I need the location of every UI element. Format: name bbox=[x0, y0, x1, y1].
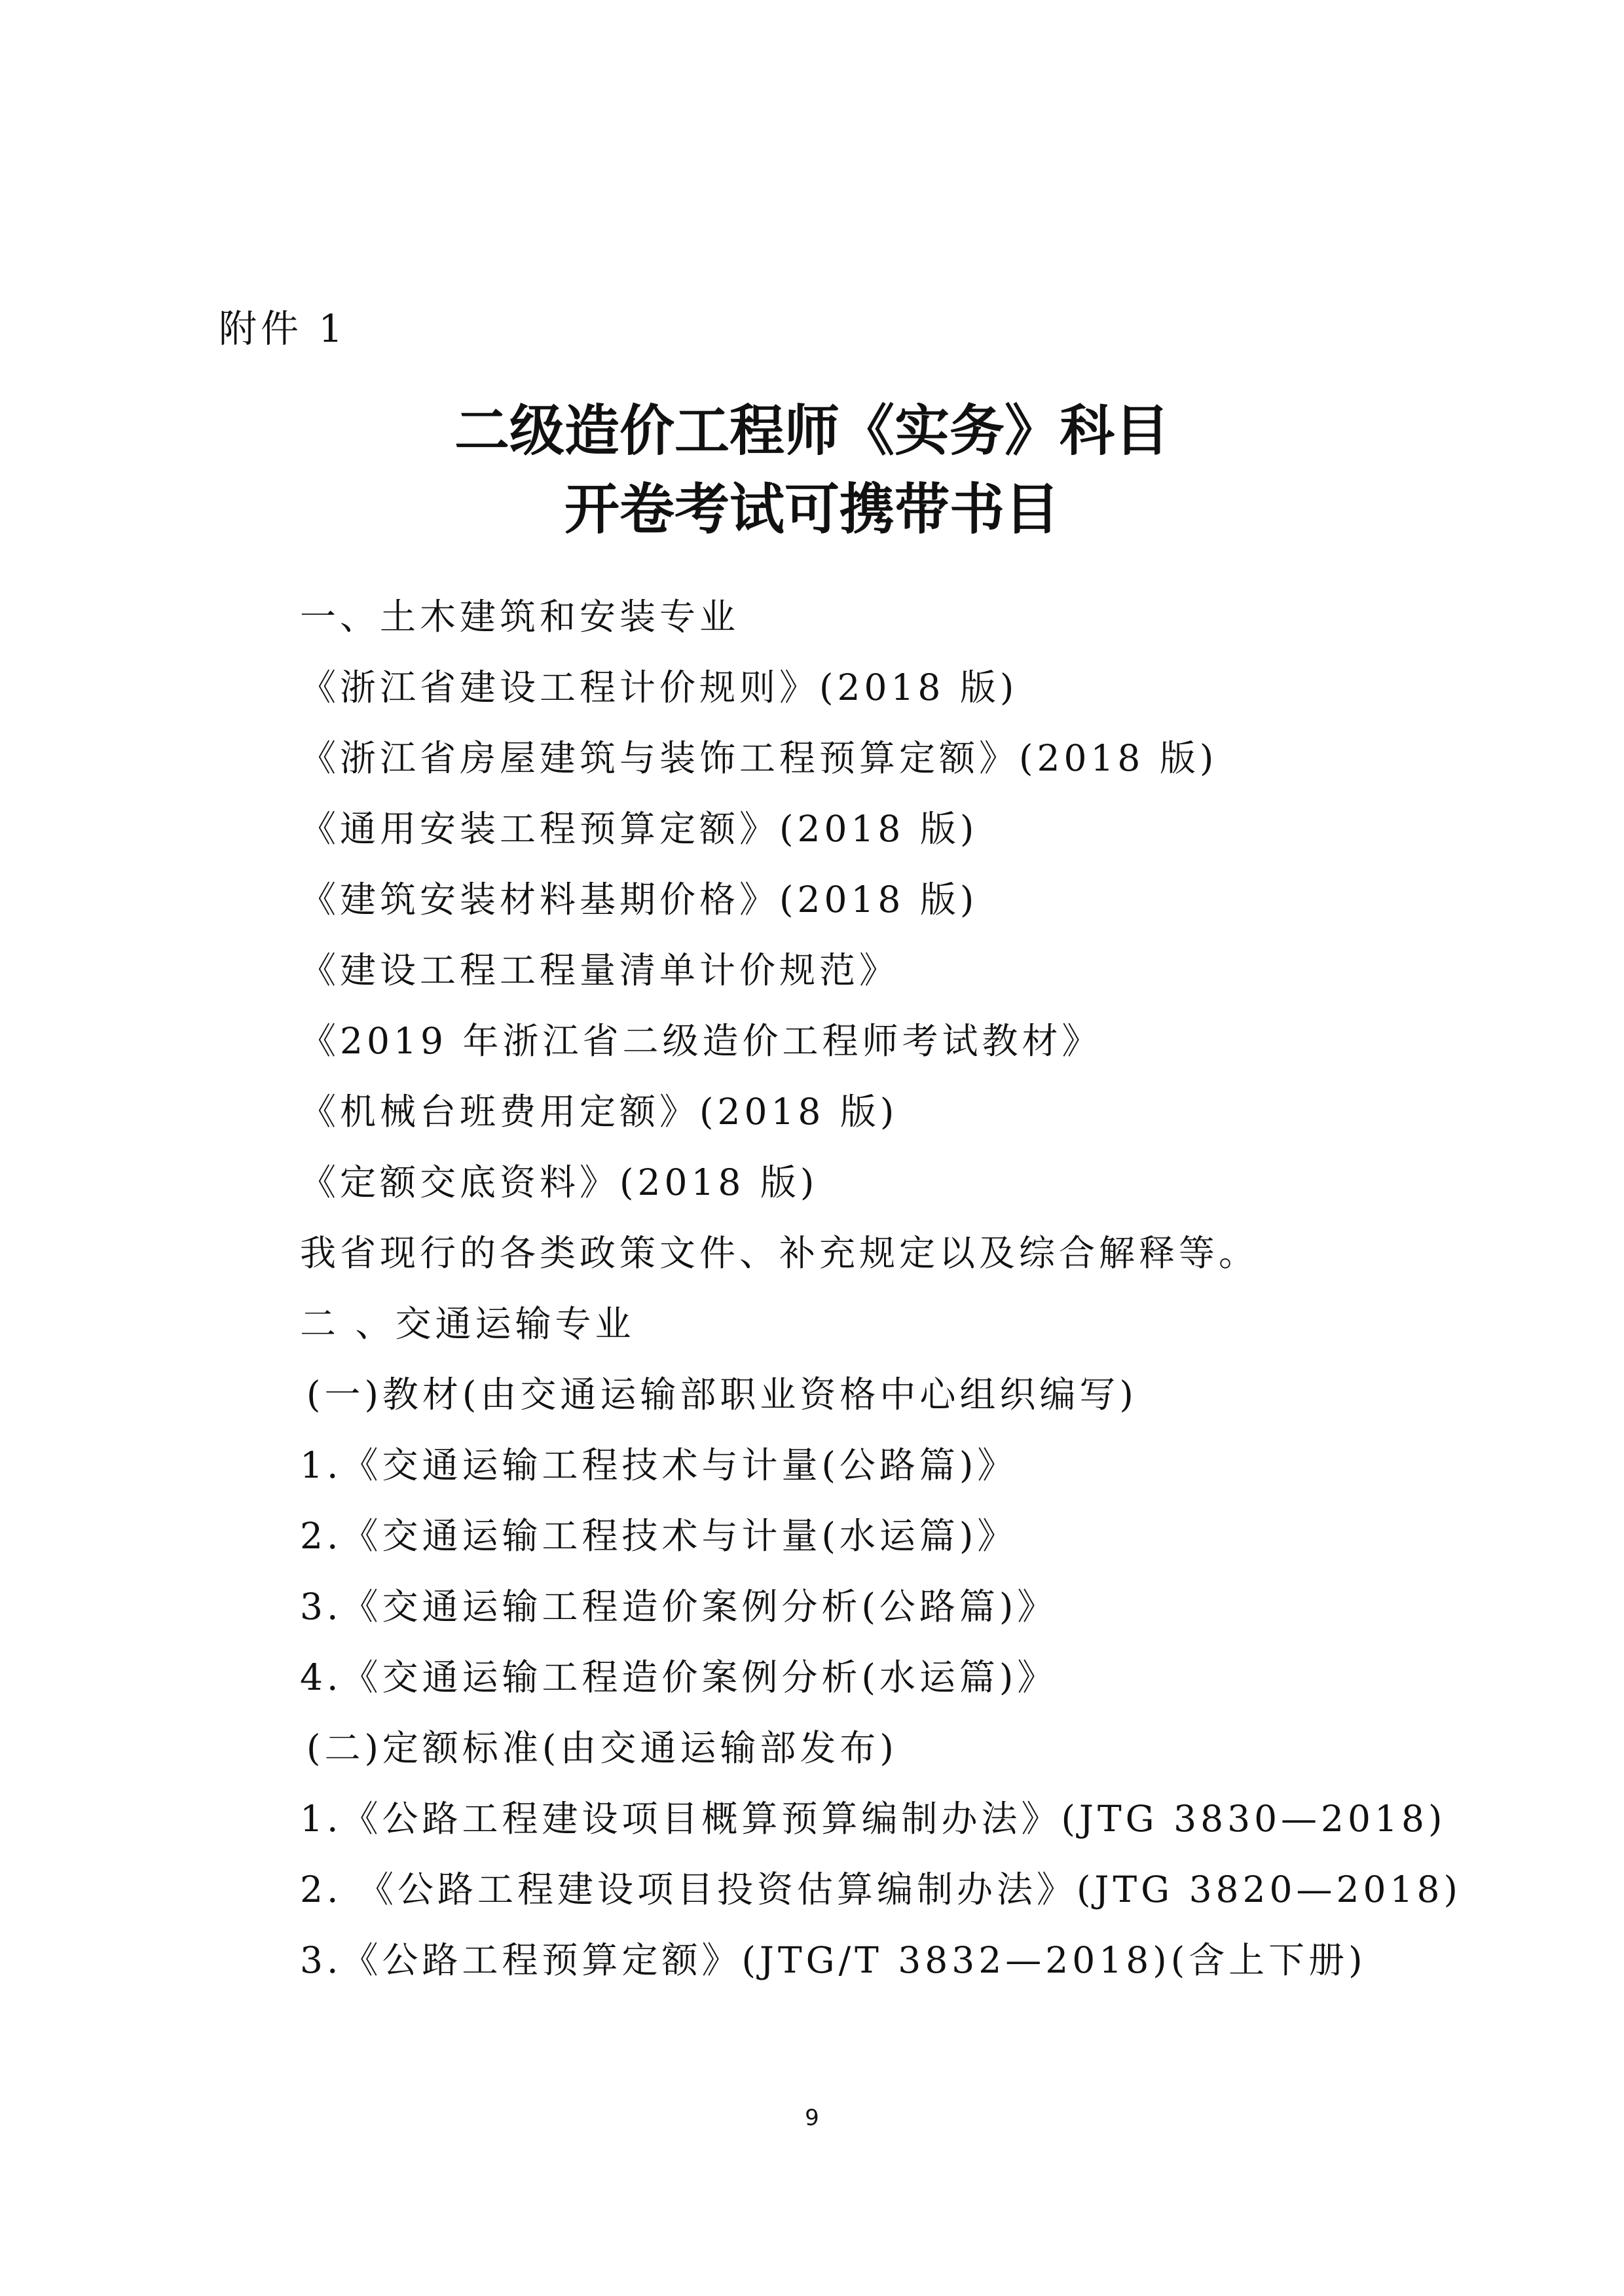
document-title-line-1: 二级造价工程师《实务》科目 bbox=[454, 399, 1170, 463]
section-heading-transport: 二 、交通运输专业 bbox=[300, 1303, 635, 1345]
list-item: 《建设工程工程量清单计价规范》 bbox=[300, 949, 900, 991]
list-item: 4.《交通运输工程造价案例分析(水运篇)》 bbox=[300, 1656, 1058, 1698]
subsection-heading-textbooks: (一)教材(由交通运输部职业资格中心组织编写) bbox=[306, 1374, 1137, 1415]
list-item: 2.《交通运输工程技术与计量(水运篇)》 bbox=[300, 1515, 1018, 1557]
list-item: 《机械台班费用定额》(2018 版) bbox=[300, 1091, 898, 1133]
list-item: 《浙江省建设工程计价规则》(2018 版) bbox=[300, 666, 1018, 708]
list-item: 1.《公路工程建设项目概算预算编制办法》(JTG 3830—2018) bbox=[300, 1798, 1447, 1840]
list-item: 2. 《公路工程建设项目投资估算编制办法》(JTG 3820—2018) bbox=[300, 1868, 1462, 1910]
list-item: 3.《公路工程预算定额》(JTG/T 3832—2018)(含上下册) bbox=[300, 1939, 1367, 1981]
list-item: 我省现行的各类政策文件、补充规定以及综合解释等。 bbox=[300, 1232, 1259, 1274]
page-number: 9 bbox=[805, 2105, 819, 2131]
section-heading-civil-installation: 一、土木建筑和安装专业 bbox=[300, 596, 740, 638]
list-item: 《定额交底资料》(2018 版) bbox=[300, 1161, 819, 1203]
list-item: 《浙江省房屋建筑与装饰工程预算定额》(2018 版) bbox=[300, 737, 1218, 779]
attachment-label: 附件 1 bbox=[219, 306, 347, 351]
list-item: 3.《交通运输工程造价案例分析(公路篇)》 bbox=[300, 1586, 1058, 1628]
document-title-line-2: 开卷考试可携带书目 bbox=[564, 477, 1060, 541]
list-item: 《建筑安装材料基期价格》(2018 版) bbox=[300, 879, 978, 920]
subsection-heading-standards: (二)定额标准(由交通运输部发布) bbox=[306, 1727, 898, 1769]
list-item: 1.《交通运输工程技术与计量(公路篇)》 bbox=[300, 1444, 1018, 1486]
list-item: 《通用安装工程预算定额》(2018 版) bbox=[300, 808, 978, 850]
list-item: 《2019 年浙江省二级造价工程师考试教材》 bbox=[300, 1020, 1102, 1062]
document-body bbox=[300, 581, 1544, 1995]
